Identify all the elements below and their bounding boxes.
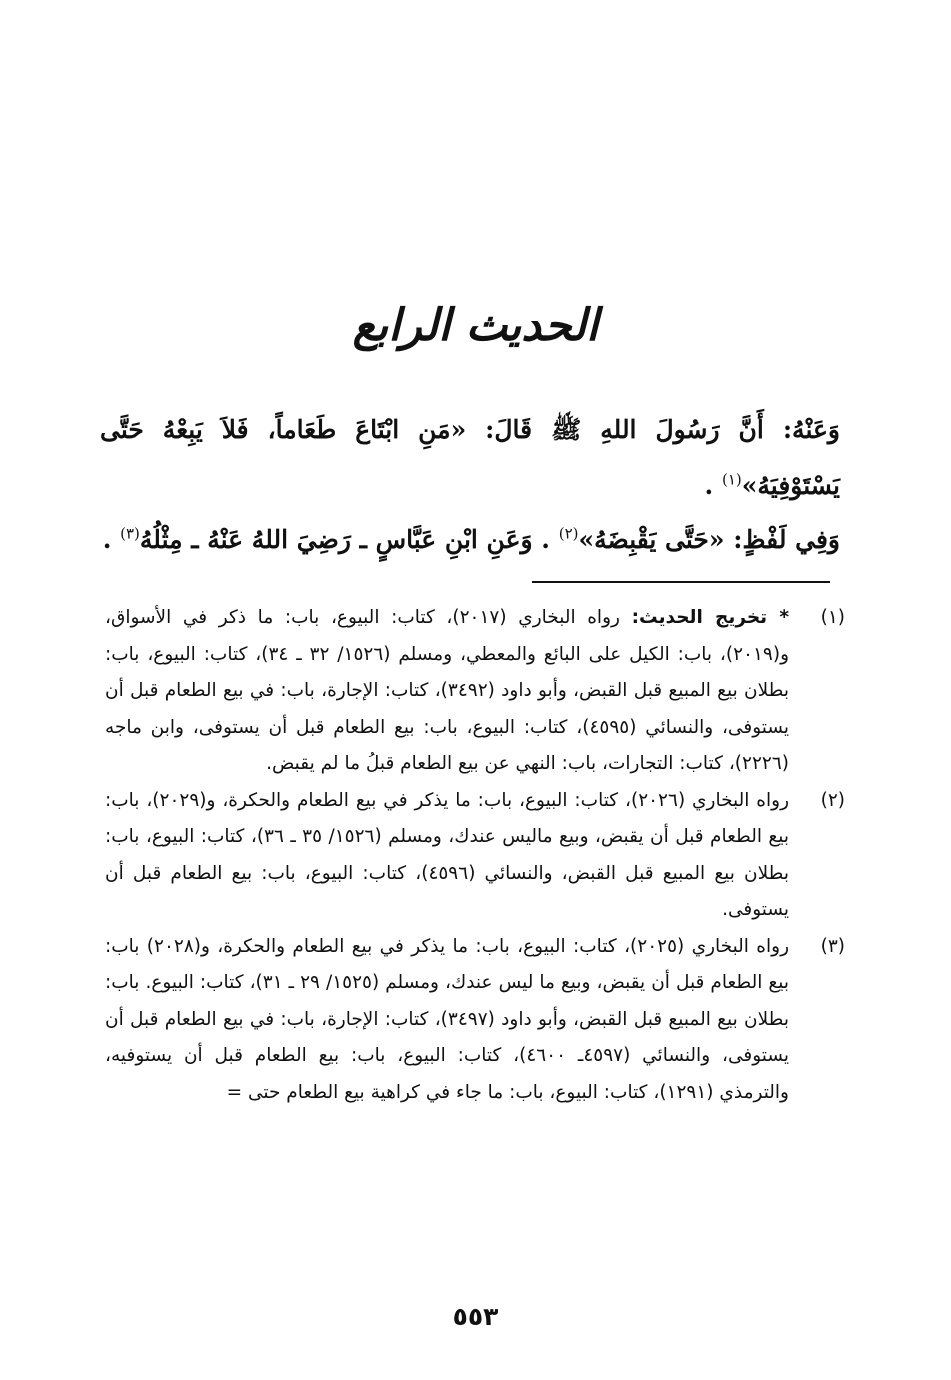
footnote-3 xyxy=(105,929,845,1112)
chapter-heading: الحديث الرابع xyxy=(352,300,599,351)
footnote-lead: * تخريج الحديث: xyxy=(631,607,789,628)
footnote-number: (٣) xyxy=(820,935,845,957)
footnote-text xyxy=(105,783,789,929)
footnote-body: رواه البخاري (٢٠٢٦)، كتاب: البيوع، باب: ما يذكر في بيع الطعام والحكرة، و(٢٠٢٩)، باب: بيع الطعام قبل أن يقبض، وبيع ماليس عندك، ومسلم (١٥٢٦/ ٣٥ ـ ٣٦)، كتاب: البيوع، باب: بطلان بيع المبيع قبل القبض، والنسائي (٤٥٩٦)، كتاب: البيوع، باب: بيع الطعام قبل أن يستوفى. xyxy=(105,789,790,920)
hadith-main-end: . xyxy=(704,471,722,500)
hadith-variant-end: . xyxy=(102,525,121,554)
footnote-1 xyxy=(105,600,845,783)
hadith-variant-intro: وَفِي لَفْظٍ: «حَتَّى يَقْبِضَهُ» xyxy=(578,525,840,554)
footnote-separator xyxy=(532,581,830,583)
footnote-2 xyxy=(105,783,845,929)
footnote-ref-2[interactable]: (٢) xyxy=(558,524,579,543)
hadith-main-text xyxy=(100,402,840,514)
footnote-number: (١) xyxy=(820,607,845,628)
hadith-main-body: وَعَنْهُ: أَنَّ رَسُولَ اللهِ ﷺ قَالَ: «مَنِ ابْتَاعَ طَعَاماً، فَلاَ يَبِعْهُ حَتَّى يَسْتَوْفِيَهُ» xyxy=(100,415,840,500)
footnote-text xyxy=(105,600,789,783)
hadith-variant-text xyxy=(100,512,840,568)
footnote-body: رواه البخاري (٢٠٢٥)، كتاب: البيوع، باب: ما يذكر في بيع الطعام والحكرة، و(٢٠٢٨) باب: بيع الطعام قبل أن يقبض، وبيع ما ليس عندك، ومسلم (١٥٢٥/ ٢٩ ـ ٣١)، كتاب: البيوع. باب: بطلان بيع المبيع قبل القبض، وأبو داود (٣٤٩٧)، كتاب: الإجارة، باب: في بيع الطعام قبل أن يستوفى، والنسائي (٤٥٩٧ـ ٤٦٠٠)، كتاب: البيوع، باب: بيع الطعام قبل أن يستوفيه، والترمذي (١٢٩١)، كتاب: البيوع، باب: ما جاء في كراهية بيع الطعام حتى = xyxy=(105,935,789,1103)
footnotes-section xyxy=(105,600,845,1111)
hadith-variant-middle: . وَعَنِ ابْنِ عَبَّاسٍ ـ رَضِيَ اللهُ عَنْهُ ـ مِثْلُهُ xyxy=(139,525,559,554)
footnote-body: رواه البخاري (٢٠١٧)، كتاب: البيوع، باب: ما ذكر في الأسواق، و(٢٠١٩)، باب: الكيل على البائع والمعطي، ومسلم (١٥٢٦/ ٣٢ ـ ٣٤)، كتاب: البيوع، باب: بطلان بيع المبيع قبل القبض، وأبو داود (٣٤٩٢)، كتاب: الإجارة، باب: في بيع الطعام قبل أن يستوفى، والنسائي (٤٥٩٥)، كتاب: البيوع، باب: بيع الطعام قبل أن يستوفى، وابن ماجه (٢٢٢٦)، كتاب: التجارات، باب: النهي عن بيع الطعام قبلُ ما لم يقبض. xyxy=(105,607,790,774)
footnote-ref-1[interactable]: (١) xyxy=(721,470,742,489)
footnote-text xyxy=(105,929,789,1112)
footnote-ref-3[interactable]: (٣) xyxy=(120,524,140,543)
footnote-number: (٢) xyxy=(820,789,845,811)
page-number: ٥٥٣ xyxy=(452,1302,499,1331)
